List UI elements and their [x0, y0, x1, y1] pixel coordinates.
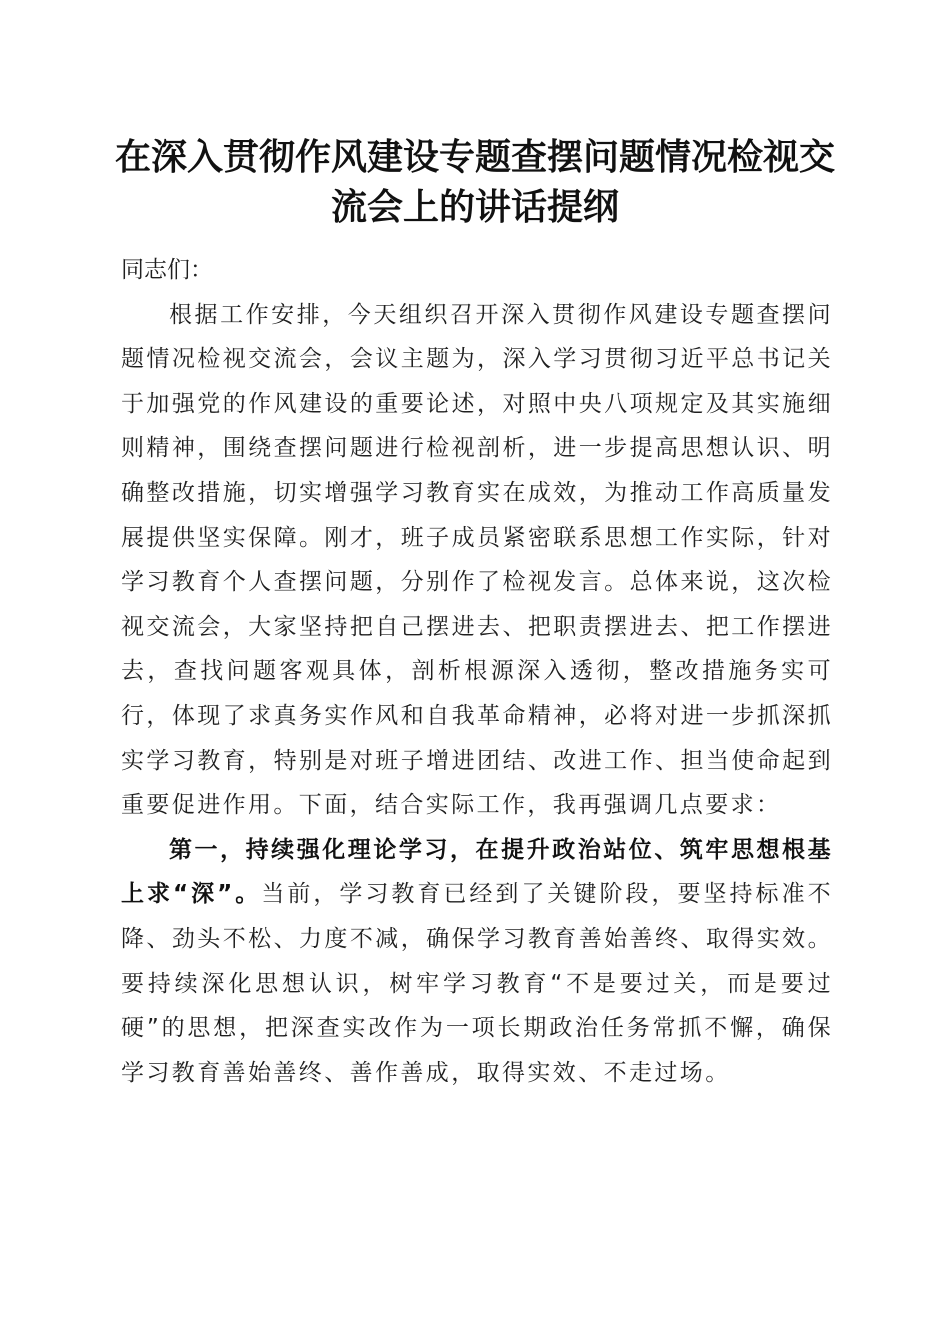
title-line-1: 在深入贯彻作风建设专题查摆问题情况检视交 [114, 136, 835, 178]
title-line-2: 流会上的讲话提纲 [330, 186, 619, 228]
section-1-paragraph [121, 828, 833, 1096]
salutation: 同志们： [121, 257, 213, 283]
document-title [110, 132, 840, 232]
section-1-body: 当前，学习教育已经到了关键阶段，要坚持标准不降、劲头不松、力度不减，确保学习教育善始善终、取得实效。要持续深化思想认识，树牢学习教育“不是要过关，而是要过硬”的思想，把深查实改作为一项长期政治任务常抓不懈，确保学习教育善始善终、善作善成，取得实效、不走过场。 [121, 881, 833, 1086]
section-1-heading: 第一，持续强化理论学习，在提升政治站位、筑牢思想根基上求“深”。 [121, 836, 833, 908]
document-body [121, 248, 833, 1095]
intro-paragraph: 根据工作安排，今天组织召开深入贯彻作风建设专题查摆问题情况检视交流会，会议主题为，深入学习贯彻习近平总书记关于加强党的作风建设的重要论述，对照中央八项规定及其实施细则精神，围绕查摆问题进行检视剖析，进一步提高思想认识、明确整改措施，切实增强学习教育实在成效，为推动工作高质量发展提供坚实保障。刚才，班子成员紧密联系思想工作实际，针对学习教育个人查摆问题，分别作了检视发言。总体来说，这次检视交流会，大家坚持把自己摆进去、把职责摆进去、把工作摆进去，查找问题客观具体，剖析根源深入透彻，整改措施务实可行，体现了求真务实作风和自我革命精神，必将对进一步抓深抓实学习教育，特别是对班子增进团结、改进工作、担当使命起到重要促进作用。下面，结合实际工作，我再强调几点要求： [121, 301, 833, 819]
